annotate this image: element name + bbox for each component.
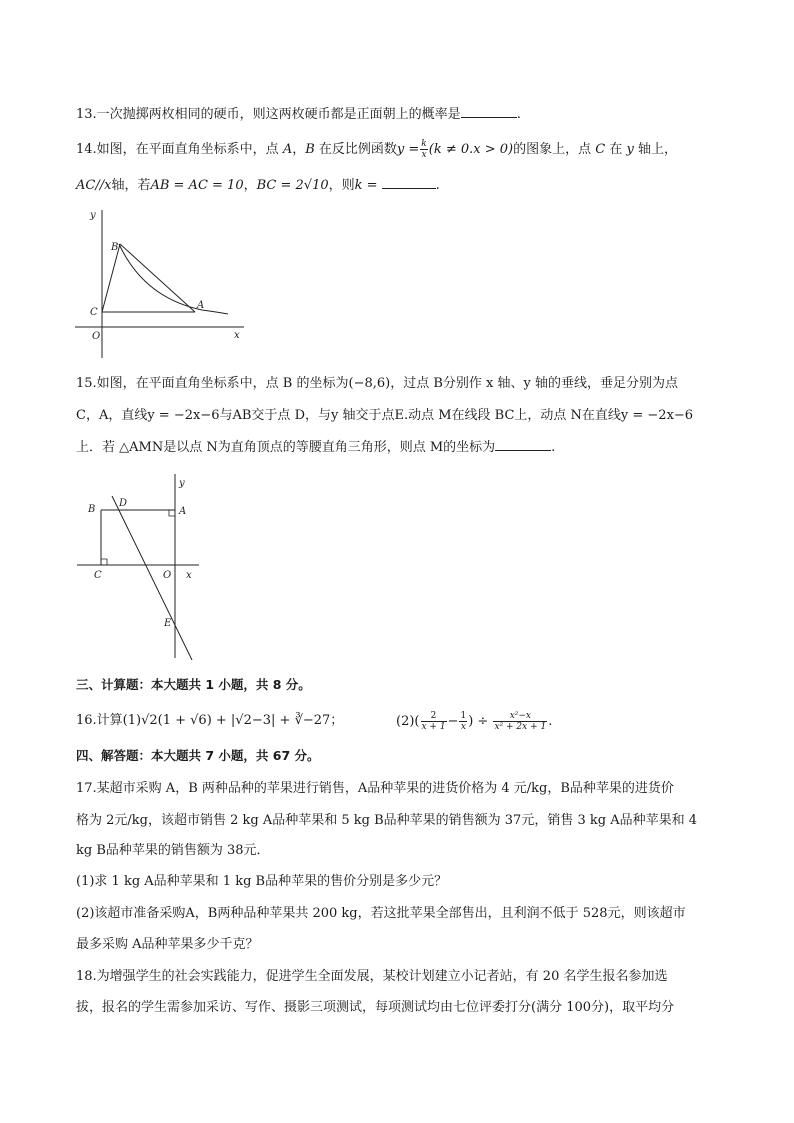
q14-period: . xyxy=(435,178,440,193)
fraction-quadratic: $\frac{\text{x²−x}}{\text{x² + 2x + 1}}$ xyxy=(494,711,547,732)
q16-period: . xyxy=(548,714,553,729)
q14-text: ，则 xyxy=(328,178,355,193)
label-b: B xyxy=(111,242,119,253)
q14-y-axis: y xyxy=(626,142,634,157)
answer-blank xyxy=(461,103,517,118)
q14-condition: (k ≠ 0.x > 0) xyxy=(428,142,514,157)
section-3-heading: 三、计算题：本大题共 1 小题，共 8 分。 xyxy=(76,677,311,692)
q13-period: . xyxy=(516,107,521,122)
q14-text: 轴，若 xyxy=(111,178,151,193)
question-18-line-2: 拔，报名的学生需参加采访、写作、摄影三项测试，每项测试均由七位评委打分(满分 100分)，取平均分 xyxy=(76,1000,675,1015)
label-x: x xyxy=(186,570,192,581)
right-angle-a xyxy=(169,510,175,516)
figure-15 xyxy=(72,470,202,660)
right-angle-c xyxy=(101,559,107,565)
q15-period: . xyxy=(551,440,556,455)
question-15-line-1: 15.如图，在平面直角坐标系中，点 B 的坐标为(−8,6)，过点 B分别作 x 轴、y 轴的垂线，垂足分别为点 xyxy=(76,376,678,391)
q14-text: 14.如图，在平面直角坐标系中，点 xyxy=(76,142,283,157)
q14-function: y = xyxy=(396,142,420,157)
q14-text: 在 xyxy=(605,142,627,157)
q14-ac-parallel: AC//x xyxy=(76,178,112,193)
question-17-part-2-line-2: 最多采购 A品种苹果多少千克？ xyxy=(76,937,259,952)
figure-14-graph xyxy=(72,206,248,360)
section-4-heading: 四、解答题：本大题共 7 小题，共 67 分。 xyxy=(76,748,320,763)
question-17-line-2: 格为 2元/kg，该超市销售 2 kg A品种苹果和 5 kg B品种苹果的销售额为 37元，销售 3 kg A品种苹果和 4 xyxy=(76,813,697,828)
q14-ab-ac: AB = AC = 10 xyxy=(150,178,244,193)
label-o: O xyxy=(163,570,172,581)
label-o: O xyxy=(92,331,101,342)
figure-14 xyxy=(72,206,248,360)
line-de xyxy=(112,496,192,660)
label-d: D xyxy=(119,498,128,509)
label-a: A xyxy=(179,506,187,517)
segment-ab xyxy=(120,244,195,312)
fraction-1-over-x: $\frac{1}{x}$ xyxy=(460,711,467,732)
q14-comma: ， xyxy=(243,178,257,193)
q14-text: 的图象上，点 xyxy=(513,142,596,157)
question-14-line-2 xyxy=(76,174,440,196)
q16-divide: ) ÷ xyxy=(468,714,489,729)
q14-bc: BC = 2√10 xyxy=(256,178,329,193)
q14-point-c: C xyxy=(595,142,606,157)
label-a: A xyxy=(197,300,205,311)
figure-15-graph xyxy=(72,470,202,660)
q14-text: 在反比例函数 xyxy=(314,142,397,157)
q14-comma: ， xyxy=(292,142,306,157)
question-16-part-2 xyxy=(396,711,552,732)
hyperbola-curve xyxy=(119,244,228,314)
label-c: C xyxy=(90,307,98,318)
answer-blank xyxy=(495,436,551,451)
question-17-part-2-line-1: (2)该超市准备采购A，B两种品种苹果共 200 kg，若这批苹果全部售出，且利润不低于 528元，则该超市 xyxy=(76,906,686,921)
question-17-part-1: (1)求 1 kg A品种苹果和 1 kg B品种苹果的售价分别是多少元？ xyxy=(76,874,448,889)
q13-text: 13.一次抛掷两枚相同的硬币，则这两枚硬币都是正面朝上的概率是 xyxy=(76,107,461,122)
label-y: y xyxy=(90,210,96,221)
question-15-line-2: C，A，直线y = −2x−6与AB交于点 D，与y 轴交于点E.动点 M在线段 BC上，动点 N在直线y = −2x−6 xyxy=(76,408,694,423)
q16-part-1: 16.计算(1)√2(1 + √6) + |√2−3| + ∛−27； xyxy=(76,713,344,728)
question-15-line-3 xyxy=(76,436,555,458)
label-x: x xyxy=(234,330,240,341)
q16-paren: (2)( xyxy=(396,714,420,729)
q14-text: 轴上， xyxy=(633,142,677,157)
question-16 xyxy=(76,711,343,731)
segment-bc xyxy=(102,244,120,312)
question-13 xyxy=(76,103,521,125)
answer-blank xyxy=(382,174,436,189)
question-14-line-1 xyxy=(76,139,677,160)
label-b: B xyxy=(88,504,96,515)
label-c: C xyxy=(94,570,102,581)
minus-sign: − xyxy=(447,714,459,729)
fraction-2-over-x-plus-1: $\frac{2}{x + 1}$ xyxy=(421,711,446,732)
question-18-line-1: 18.为增强学生的社会实践能力，促进学生全面发展，某校计划建立小记者站，有 20 名学生报名参加选 xyxy=(76,969,668,984)
q14-point-b: B xyxy=(305,142,315,157)
k-over-x-fraction: $\frac{k}{x}$ xyxy=(421,139,427,160)
question-17-line-1: 17.某超市采购 A，B 两种品种的苹果进行销售，A品种苹果的进货价格为 4 元/kg，B品种苹果的进货价 xyxy=(76,781,674,796)
label-e: E xyxy=(164,618,172,629)
q14-k: k = xyxy=(354,178,378,193)
q14-point-a: A xyxy=(282,142,293,157)
label-y: y xyxy=(179,478,185,489)
question-17-line-3: kg B品种苹果的销售额为 38元． xyxy=(76,843,270,858)
q15-text: 上．若 △AMN是以点 N为直角顶点的等腰直角三角形，则点 M的坐标为 xyxy=(76,440,496,455)
